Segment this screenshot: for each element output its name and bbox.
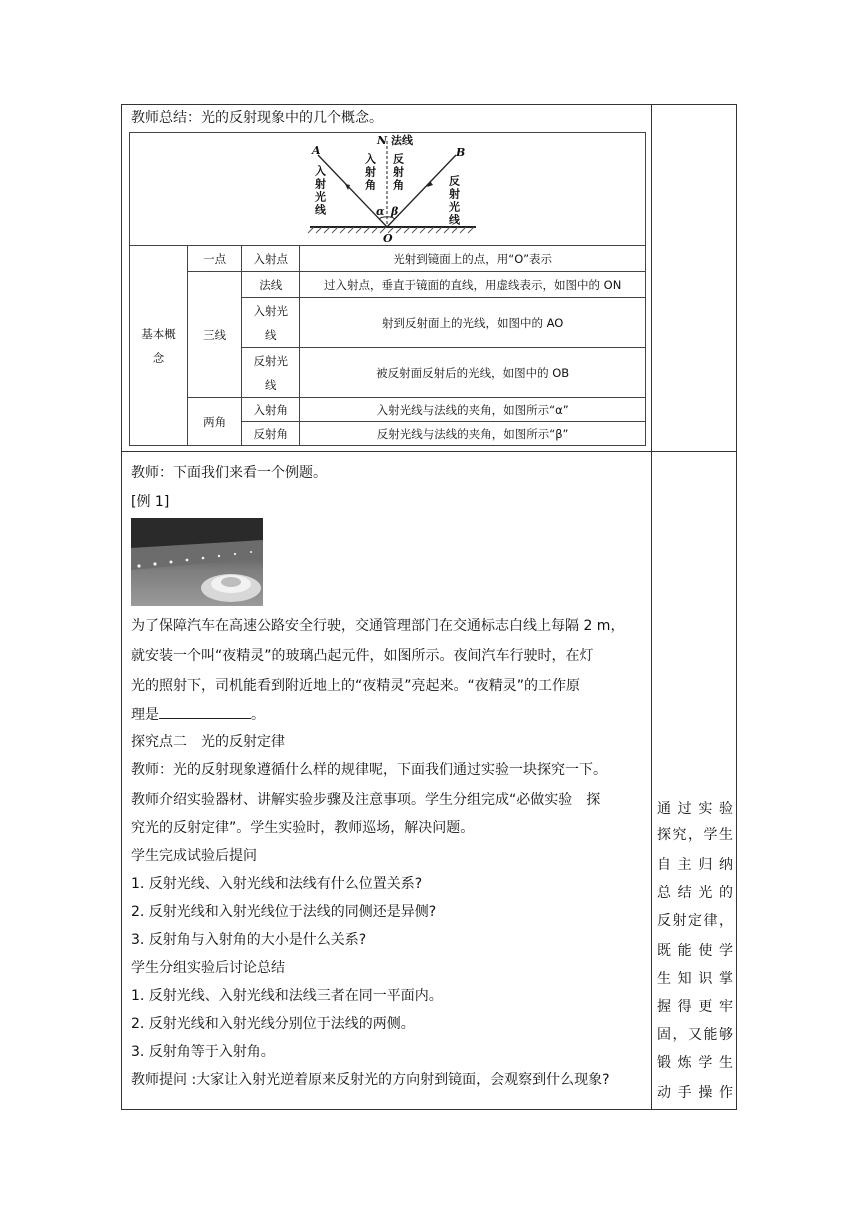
section-heading: 探究点二 光的反射定律 (131, 734, 285, 750)
definition-cell: 反射光线与法线的夹角，如图所示“β” (300, 422, 646, 446)
label-alpha: α (376, 205, 385, 218)
conclusion-2: 2. 反射光线和入射光线分别位于法线的两侧。 (131, 1016, 415, 1032)
reflection-diagram-cell (130, 133, 646, 246)
example-label: [例 1] (131, 494, 170, 510)
concept-table (129, 132, 646, 446)
example-text-1: 为了保障汽车在高速公路安全行驶，交通管理部门在交通标志白线上每隔 2 m， (131, 618, 625, 634)
example-text-4 (131, 704, 265, 725)
example-text-3: 光的照射下，司机能看到附近地上的“夜精灵”亮起来。“夜精灵”的工作原 (131, 678, 581, 694)
question-3: 3. 反射角与入射角的大小是什么关系? (131, 932, 367, 948)
conclusion-1: 1. 反射光线、入射光线和法线三者在同一平面内。 (131, 988, 443, 1004)
intent-line: 既能使学 (657, 943, 733, 959)
intent-line: 锻炼学生 (657, 1055, 733, 1071)
category-cell: 两角 (188, 398, 242, 446)
teacher-question: 教师：光的反射现象遵循什么样的规律呢，下面我们通过实验一块探究一下。 (131, 762, 607, 778)
intent-line: 生知识掌 (657, 971, 733, 987)
student-question-heading: 学生完成试验后提问 (131, 848, 257, 864)
example-text-2: 就安装一个叫“夜精灵”的玻璃凸起元件，如图所示。夜间汽车行驶时，在灯 (131, 648, 594, 664)
question-1: 1. 反射光线、入射光线和法线有什么位置关系? (131, 876, 423, 892)
row-divider (121, 451, 737, 452)
definition-cell: 光射到镜面上的点，用“O”表示 (300, 246, 646, 272)
label-n: N (377, 134, 388, 147)
intent-line: 固，又能够 (657, 1027, 733, 1043)
reflection-diagram (130, 133, 645, 245)
night-road-photo (131, 518, 263, 606)
label-a: A (312, 144, 321, 157)
summary-heading: 学生分组实验后讨论总结 (131, 960, 285, 976)
intent-line: 通过实验 (657, 801, 733, 817)
reflected-ray-text: 反射光线 (447, 175, 461, 227)
intent-line: 探究，学生 (657, 827, 733, 843)
intent-line: 总结光的 (657, 885, 733, 901)
teacher-final-question: 教师提问 :大家让入射光逆着原来反射光的方向射到镜面，会观察到什么现象? (131, 1072, 610, 1088)
summary-title: 教师总结：光的反射现象中的几个概念。 (131, 110, 383, 126)
normal-text: 法线 (391, 134, 413, 147)
label-b: B (456, 146, 466, 159)
experiment-text: 究光的反射定律”。学生实验时，教师巡场，解决问题。 (131, 820, 475, 836)
term-cell: 入射点 (242, 246, 300, 272)
group-label: 基本概念 (130, 246, 188, 446)
category-cell: 一点 (188, 246, 242, 272)
definition-cell: 过入射点，垂直于镜面的直线，用虚线表示，如图中的 ON (300, 272, 646, 298)
intent-line: 反射定律， (657, 913, 733, 929)
label-beta: β (391, 205, 399, 218)
column-divider (651, 104, 652, 1110)
teacher-intro-experiment: 教师介绍实验器材、讲解实验步骤及注意事项。学生分组完成“必做实验 探 (131, 792, 601, 808)
example-text-4-start: 理是 (131, 707, 159, 723)
definition-cell: 射到反射面上的光线，如图中的 AO (300, 298, 646, 348)
term-cell: 入射角 (242, 398, 300, 422)
intent-line: 动手操作 (657, 1085, 733, 1101)
term-cell: 入射光线 (242, 298, 300, 348)
definition-cell: 入射光线与法线的夹角，如图所示“α” (300, 398, 646, 422)
conclusion-3: 3. 反射角等于入射角。 (131, 1044, 275, 1060)
answer-blank[interactable] (159, 704, 251, 719)
incident-ray-text: 入射光线 (313, 165, 327, 217)
intent-line: 自主归纳 (657, 857, 733, 873)
intent-line: 握得更牢 (657, 999, 733, 1015)
reflect-angle-text: 反射角 (391, 153, 405, 192)
teacher-intro: 教师：下面我们来看一个例题。 (131, 465, 327, 481)
incident-angle-text: 入射角 (363, 153, 377, 192)
example-text-4-end: 。 (251, 707, 265, 723)
definition-cell: 被反射面反射后的光线，如图中的 OB (300, 348, 646, 398)
question-2: 2. 反射光线和入射光线位于法线的同侧还是异侧? (131, 904, 437, 920)
category-cell: 三线 (188, 272, 242, 398)
term-cell: 法线 (242, 272, 300, 298)
term-cell: 反射角 (242, 422, 300, 446)
term-cell: 反射光线 (242, 348, 300, 398)
label-o: O (383, 232, 393, 245)
